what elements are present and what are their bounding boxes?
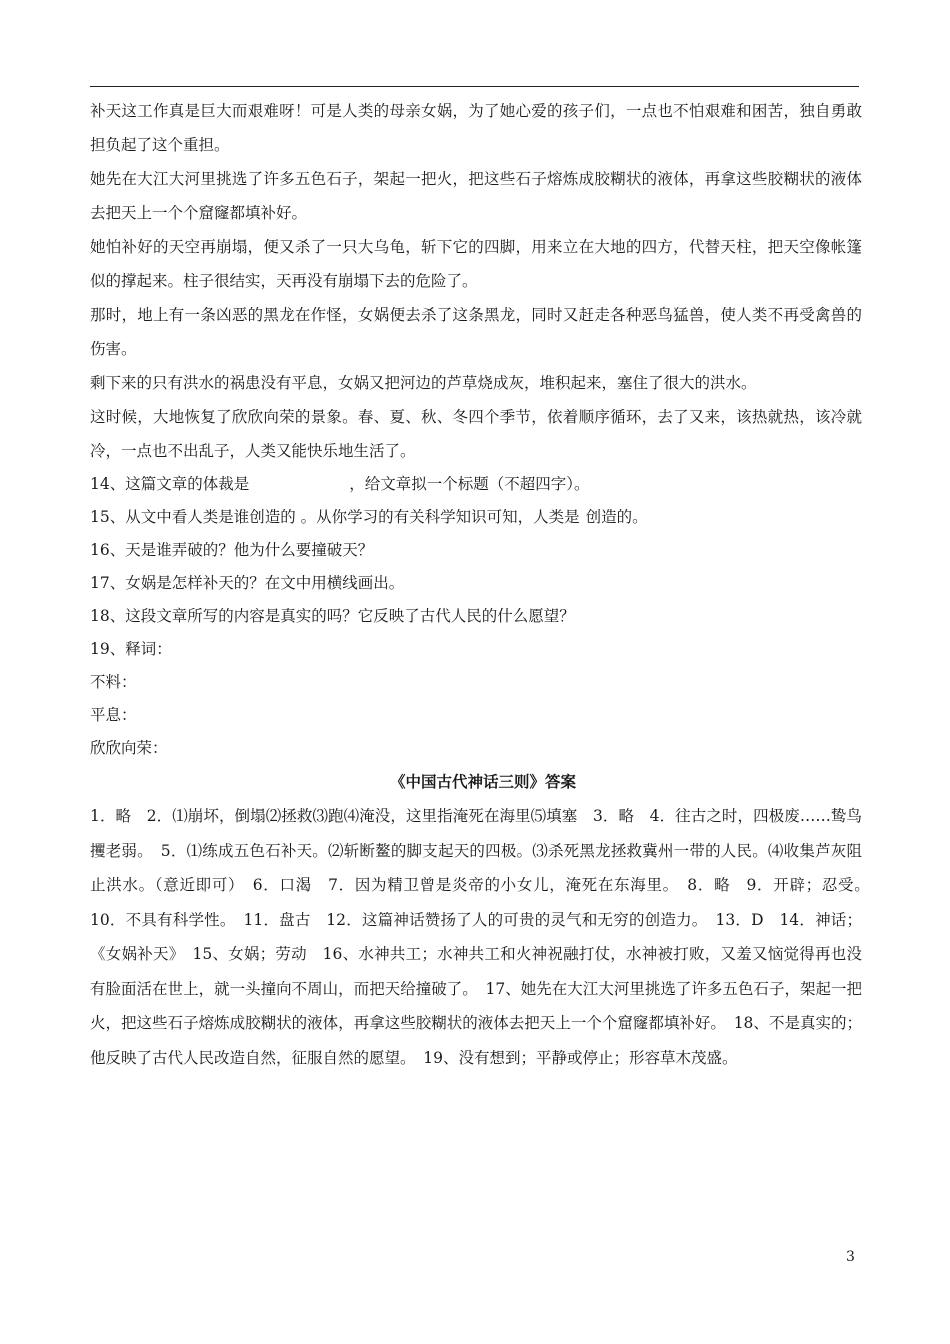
question-19: 19、释词： xyxy=(90,640,172,658)
question-17: 17、女娲是怎样补天的？在文中用横线画出。 xyxy=(90,574,405,592)
word-xinxinxiangrong: 欣欣向荣： xyxy=(90,739,168,757)
story-paragraph: 那时，地上有一条凶恶的黑龙在作怪，女娲便去杀了这条黑龙，同时又赶走各种恶鸟猛兽，使人类不再受禽兽的伤害。 xyxy=(90,306,862,358)
question-15-part2: 创造的。 xyxy=(585,508,648,526)
question-16: 16、天是谁弄破的？他为什么要撞破天？ xyxy=(90,541,374,559)
story-paragraph: 她怕补好的天空再崩塌，便又杀了一只大乌龟，斩下它的四脚，用来立在大地的四方，代替天柱，把天空像帐篷似的撑起来。柱子很结实，天再没有崩塌下去的危险了。 xyxy=(90,238,862,290)
word-buliao: 不料： xyxy=(90,673,137,691)
question-18: 18、这段文章所写的内容是真实的吗？它反映了古代人民的什么愿望？ xyxy=(90,607,575,625)
question-15-part1: 15、从文中看人类是谁创造的 。从你学习的有关科学知识可知，人类是 xyxy=(90,508,580,526)
page-number: 3 xyxy=(846,1249,855,1265)
answers-text: 1．略 2．⑴崩坏，倒塌⑵拯救⑶跑⑷淹没，这里指淹死在海里⑸填塞 3．略 4．往古之时，四极废……鸷鸟攫老弱。 5．⑴练成五色石补天。⑵斩断鳌的脚支起天的四极。⑶杀死黑龙拯救冀州一带的人民。⑷收集芦灰阻止洪水。（意近即可） 6．口渴 7．因为精卫曾是炎帝的小女儿，淹死在东海里。 8．略 9．开辟；忍受。 10．不具有科学性。 11．盘古 12．这篇神话赞扬了人的可贵的灵气和无穷的创造力。 13．D 14．神话；《女娲补天》 15、女娲；劳动 16、水神共工；水神共工和火神祝融打仗，水神被打败，又羞又恼觉得再也没有脸面活在世上，就一头撞向不周山，而把天给撞破了。 17、她先在大江大河里挑选了许多五色石子，架起一把火，把这些石子熔炼成胶糊状的液体，再拿这些胶糊状的液体去把天上一个个窟窿都填补好。 18、不是真实的；他反映了古代人民改造自然，征服自然的愿望。 19、没有想到；平静或停止；形容草木茂盛。 xyxy=(90,807,878,1067)
answers-heading: 《中国古代神话三则》答案 xyxy=(389,773,576,791)
question-14-part1: 14、这篇文章的体裁是 xyxy=(90,475,250,493)
word-pingxi: 平息： xyxy=(90,706,137,724)
page-content xyxy=(90,94,878,1075)
story-paragraph: 她先在大江大河里挑选了许多五色石子，架起一把火，把这些石子熔炼成胶糊状的液体，再拿这些胶糊状的液体去把天上一个个窟窿都填补好。 xyxy=(90,170,862,222)
story-paragraph: 补天这工作真是巨大而艰难呀！可是人类的母亲女娲，为了她心爱的孩子们，一点也不怕艰难和困苦，独自勇敢担负起了这个重担。 xyxy=(90,102,862,154)
story-paragraph: 剩下来的只有洪水的祸患没有平息，女娲又把河边的芦草烧成灰，堆积起来，塞住了很大的洪水。 xyxy=(90,374,757,392)
question-14 xyxy=(90,468,862,501)
story-paragraph: 这时候，大地恢复了欣欣向荣的景象。春、夏、秋、冬四个季节，依着顺序循环，去了又来，该热就热，该冷就冷，一点也不出乱子，人类又能快乐地生活了。 xyxy=(90,408,862,460)
question-15 xyxy=(90,501,862,534)
question-14-part2: ，给文章拟一个标题（不超四字）。 xyxy=(349,475,590,493)
header-rule xyxy=(90,86,859,87)
